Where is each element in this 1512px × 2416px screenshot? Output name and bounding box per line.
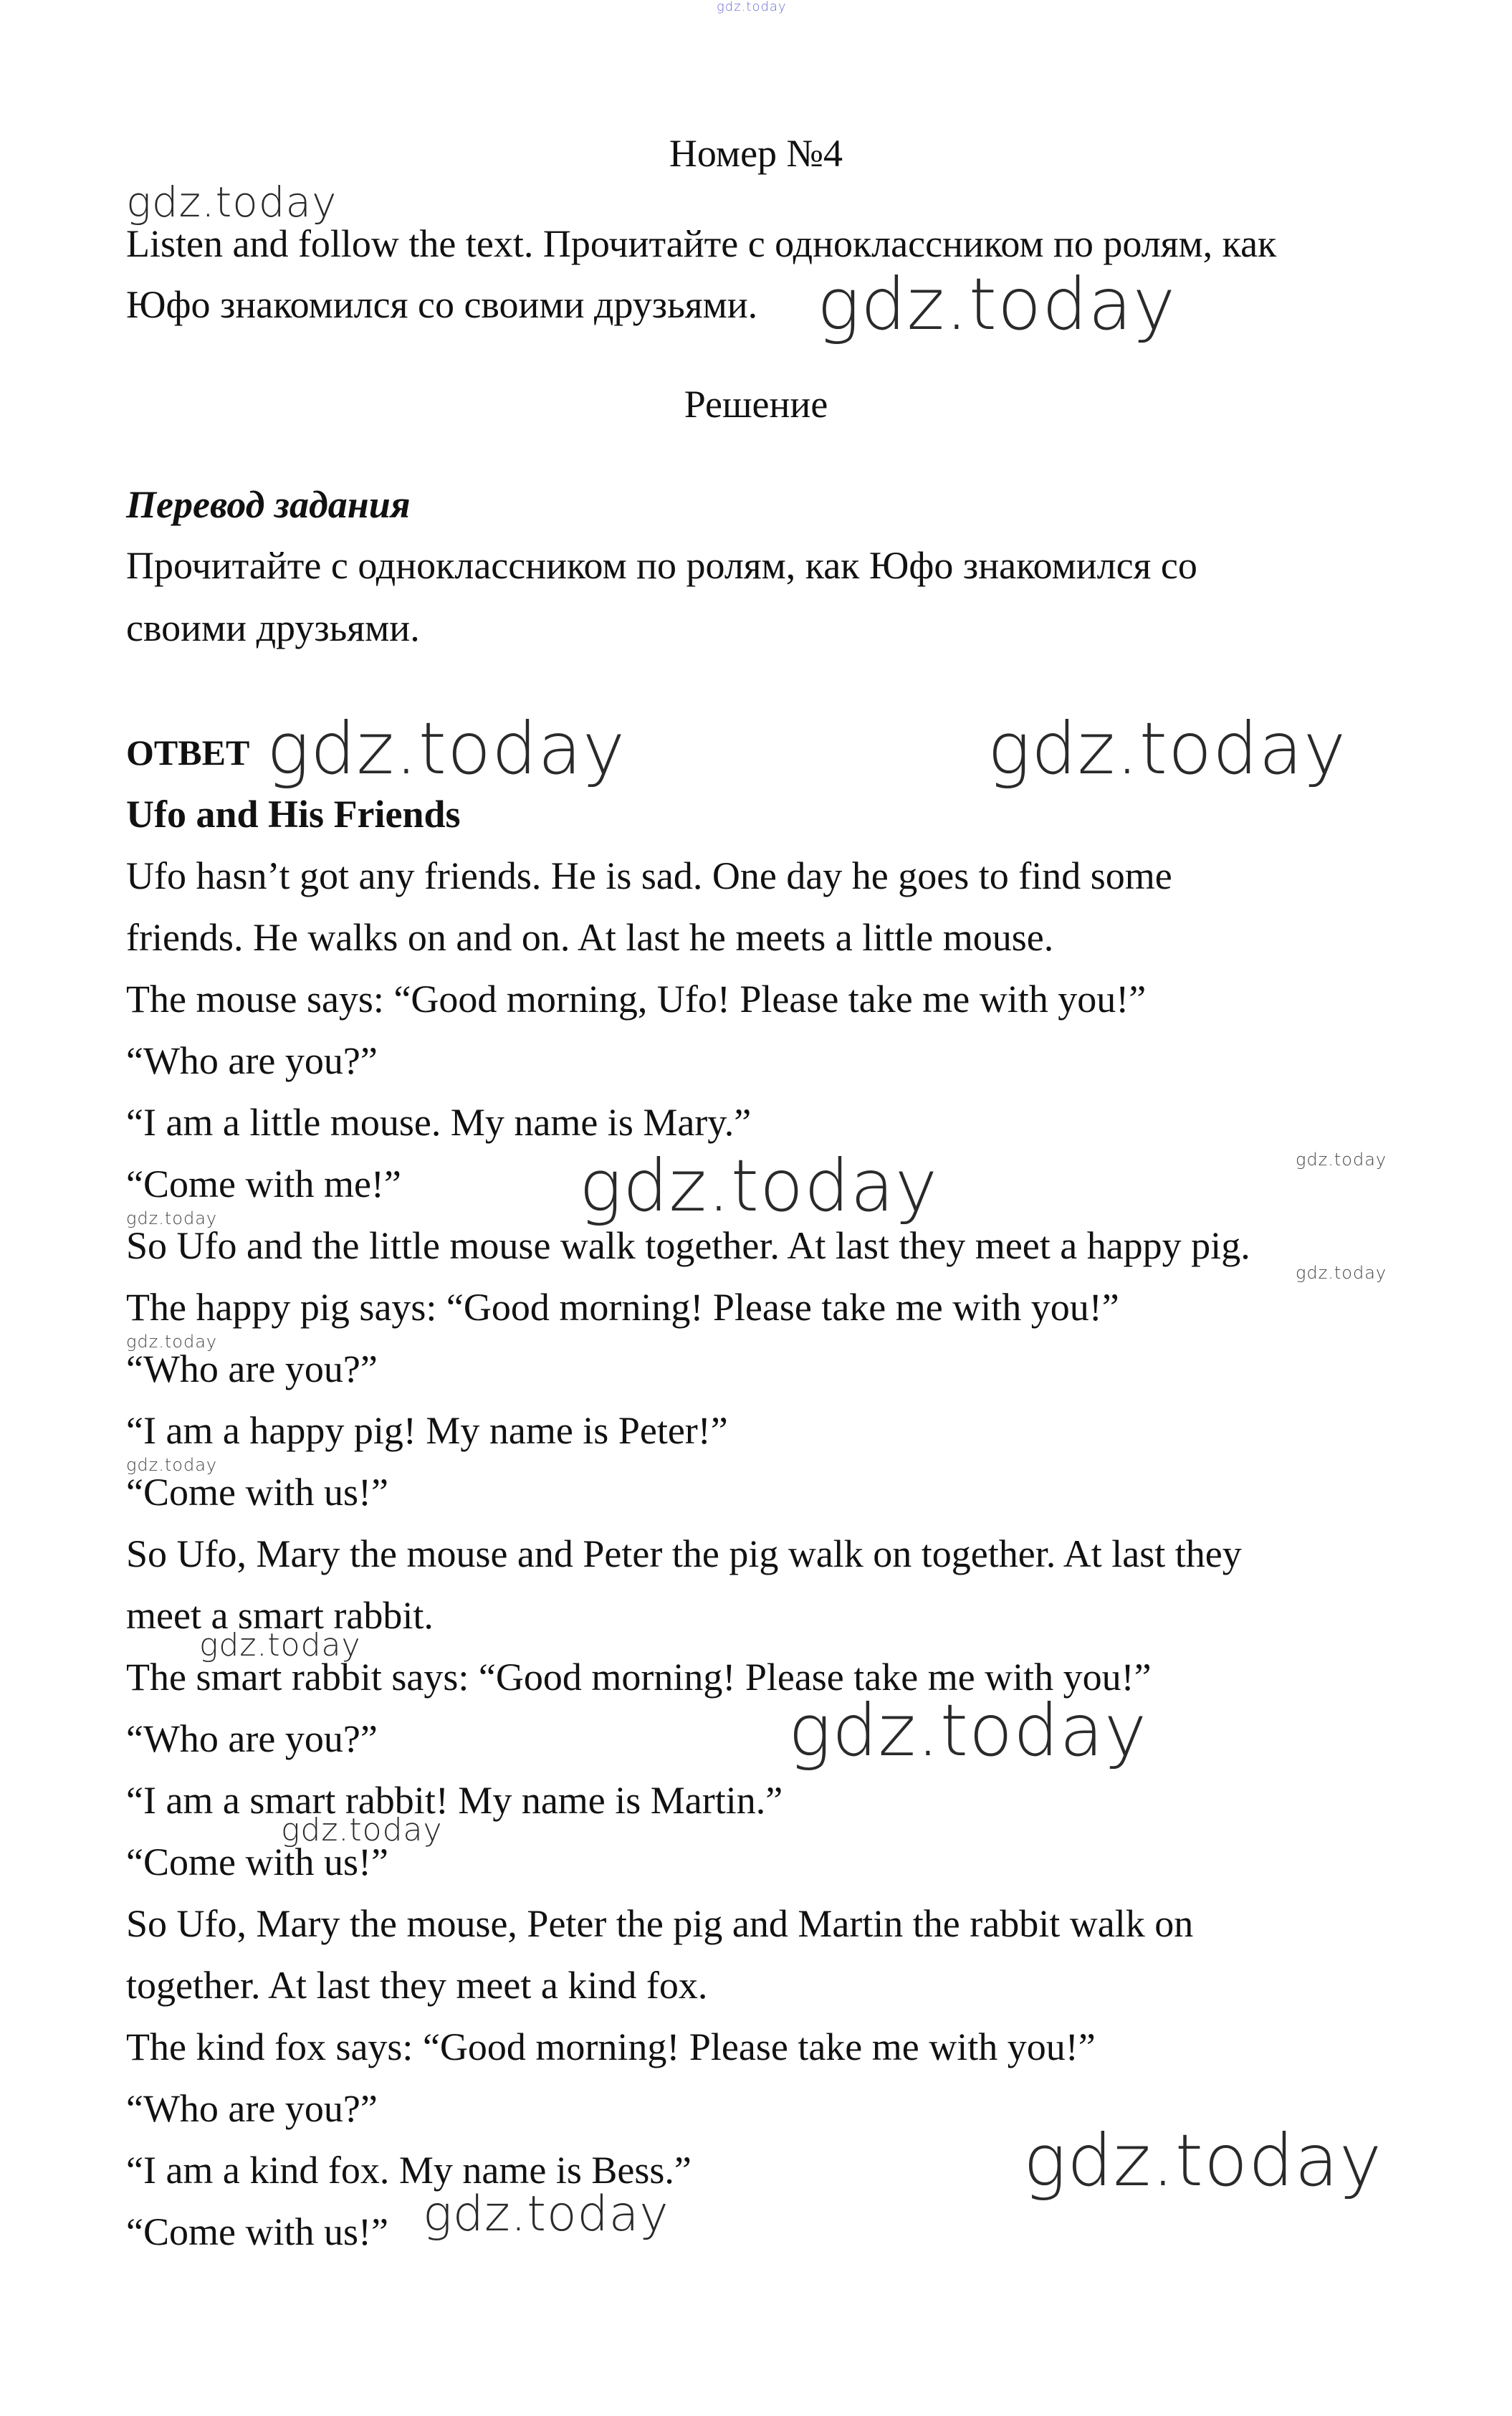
watermark: gdz.today [1023, 2119, 1383, 2202]
story-line: “Come with us!” [126, 2210, 388, 2253]
story-line: “Come with us!” [126, 1840, 388, 1883]
page-title: Номер №4 [669, 132, 843, 175]
watermark: gdz.today [126, 1332, 218, 1352]
watermark: gdz.today [1296, 1150, 1387, 1170]
solution-label: Решение [684, 383, 828, 426]
story-line: together. At last they meet a kind fox. [126, 1964, 708, 2007]
watermark: gdz.today [126, 178, 338, 226]
story-line: friends. He walks on and on. At last he meets a little mouse. [126, 916, 1054, 959]
watermark: gdz.today [423, 2186, 669, 2243]
story-line: “Who are you?” [126, 1347, 378, 1390]
story-line: So Ufo, Mary the mouse, Peter the pig and Martin the rabbit walk on [126, 1902, 1194, 1945]
watermark: gdz.today [267, 707, 626, 791]
story-line: “I am a happy pig! My name is Peter!” [126, 1409, 728, 1452]
story-line: meet a smart rabbit. [126, 1594, 434, 1637]
watermark: gdz.today [126, 1208, 218, 1228]
watermark: gdz.today [788, 1689, 1148, 1772]
answer-label: ОТВЕТ [126, 732, 250, 773]
story-line: “I am a little mouse. My name is Mary.” [126, 1101, 752, 1144]
story-line: The mouse says: “Good morning, Ufo! Please take me with you!” [126, 978, 1147, 1021]
watermark: gdz.today [126, 1455, 218, 1475]
story-title: Ufo and His Friends [126, 793, 461, 836]
story-line: “Come with me!” [126, 1162, 401, 1205]
story-line: “I am a smart rabbit! My name is Martin.” [126, 1779, 783, 1822]
story-line: “Who are you?” [126, 1039, 378, 1082]
story-line: Ufo hasn’t got any friends. He is sad. One day he goes to find some [126, 854, 1172, 897]
watermark: gdz.today [281, 1812, 443, 1848]
story-line: “I am a kind fox. My name is Bess.” [126, 2149, 692, 2192]
story-line: “Who are you?” [126, 2087, 378, 2130]
watermark: gdz.today [987, 707, 1347, 791]
story-line: So Ufo and the little mouse walk together. At last they meet a happy pig. [126, 1224, 1250, 1267]
task-line-1: Listen and follow the text. Прочитайте с одноклассником по ролям, как [126, 222, 1277, 265]
story-line: The kind fox says: “Good morning! Please take me with you!” [126, 2025, 1096, 2068]
story-line: The happy pig says: “Good morning! Please take me with you!” [126, 1286, 1119, 1329]
task-line-2: Юфо знакомился со своими друзьями. [126, 283, 758, 326]
story-line: The smart rabbit says: “Good morning! Please take me with you!” [126, 1656, 1152, 1699]
watermark-top: gdz.today [717, 0, 787, 14]
watermark: gdz.today [579, 1144, 939, 1228]
watermark: gdz.today [199, 1627, 361, 1663]
watermark: gdz.today [1296, 1263, 1387, 1283]
story-line: “Come with us!” [126, 1471, 388, 1514]
translation-line-2: своими друзьями. [126, 606, 420, 649]
story-line: “Who are you?” [126, 1717, 378, 1760]
translation-line-1: Прочитайте с одноклассником по ролям, как Юфо знакомился со [126, 544, 1197, 587]
watermark: gdz.today [817, 262, 1177, 346]
translation-heading: Перевод задания [126, 483, 411, 526]
story-line: So Ufo, Mary the mouse and Peter the pig walk on together. At last they [126, 1532, 1242, 1575]
